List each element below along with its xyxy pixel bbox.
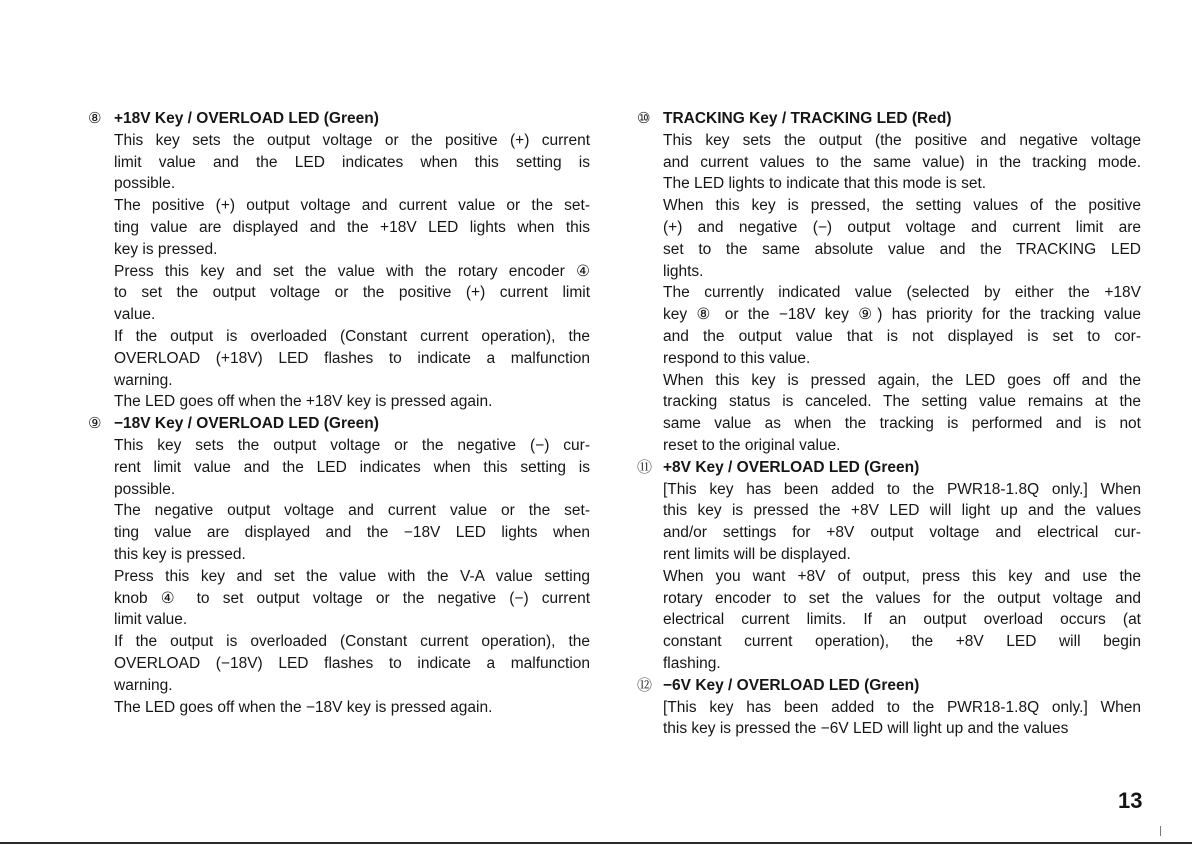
item-number-9: ⑨ — [88, 415, 102, 433]
text-line: When you want +8V of output, press this key and use the — [663, 567, 1141, 585]
paragraph — [114, 261, 590, 326]
text-line: limit value and the LED indicates when this setting is — [114, 153, 590, 171]
text-line: OVERLOAD (−18V) LED flashes to indicate a malfunction — [114, 654, 590, 672]
entry-title: +18V Key / OVERLOAD LED (Green) — [114, 110, 379, 127]
text-line: The currently indicated value (selected by either the +18V — [663, 284, 1141, 302]
item-number-12: ⑫ — [637, 676, 653, 694]
text-line: OVERLOAD (+18V) LED flashes to indicate a malfunction — [114, 349, 590, 367]
text-line: electrical current limits. If an output overload occurs (at — [663, 611, 1141, 629]
text-line: rotary encoder to set the values for the output voltage and — [663, 589, 1141, 607]
margin-tick-mark — [1160, 826, 1161, 836]
text-line: This key sets the output (the positive and negative voltage — [663, 131, 1141, 149]
left-column — [88, 108, 590, 718]
right-column — [637, 108, 1141, 740]
text-line: limit value. — [114, 611, 188, 629]
entry-tracking-key — [637, 108, 1141, 457]
text-line: knob ④ to set output voltage or the negative (−) current — [114, 589, 590, 607]
entry-title: −18V Key / OVERLOAD LED (Green) — [114, 415, 379, 433]
paragraph — [663, 370, 1141, 457]
paragraph — [114, 500, 590, 565]
text-line: and the output value that is not displayed is set to cor- — [663, 327, 1141, 345]
text-line: When this key is pressed, the setting values of the positive — [663, 197, 1141, 215]
entry-heading — [637, 675, 1141, 697]
entry-body — [637, 697, 1141, 741]
text-line: and current values to the same value) in the tracking mode. — [663, 153, 1141, 171]
text-line: possible. — [114, 480, 176, 498]
text-line: [This key has been added to the PWR18-1.8Q only.] When — [663, 480, 1141, 498]
paragraph — [114, 697, 590, 719]
entry-body — [88, 435, 590, 718]
paragraph — [663, 130, 1141, 195]
text-line: warning. — [114, 676, 173, 694]
text-line: tracking status is canceled. The setting value remains at the — [663, 393, 1141, 411]
text-line: The LED goes off when the −18V key is pressed again. — [114, 698, 493, 716]
entry-heading — [637, 108, 1141, 130]
item-number-11: ⑪ — [637, 458, 653, 476]
entry-title: TRACKING Key / TRACKING LED (Red) — [663, 110, 952, 127]
text-line: this key is pressed. — [114, 545, 246, 563]
text-line: The positive (+) output voltage and current value or the set- — [114, 197, 590, 215]
text-line: this key is pressed the +8V LED will light up and the values — [663, 502, 1141, 520]
text-line: The negative output voltage and current value or the set- — [114, 502, 590, 520]
text-line: this key is pressed the −6V LED will light up and the values — [663, 720, 1069, 738]
text-line: The LED lights to indicate that this mode is set. — [663, 175, 987, 193]
text-line: rent limits will be displayed. — [663, 545, 851, 563]
paragraph — [114, 566, 590, 631]
text-line: Press this key and set the value with the rotary encoder ④ — [114, 262, 590, 280]
text-line: When this key is pressed again, the LED goes off and the — [663, 371, 1141, 389]
paragraph — [663, 479, 1141, 566]
entry-plus-18v-key — [88, 108, 590, 413]
text-line: same value as when the tracking is performed and is not — [663, 415, 1141, 433]
text-line: flashing. — [663, 654, 721, 672]
text-line: to set the output voltage or the positive (+) current limit — [114, 284, 590, 302]
paragraph — [114, 631, 590, 696]
item-number-10: ⑩ — [637, 110, 651, 127]
entry-minus-6v-key — [637, 675, 1141, 740]
paragraph — [114, 195, 590, 260]
item-number-8: ⑧ — [88, 110, 102, 127]
text-line: lights. — [663, 262, 704, 280]
text-line: [This key has been added to the PWR18-1.8Q only.] When — [663, 698, 1141, 716]
text-line: rent limit value and the LED indicates when this setting is — [114, 458, 590, 476]
text-line: ting value are displayed and the −18V LED lights when — [114, 524, 590, 542]
paragraph — [114, 391, 590, 413]
entry-plus-8v-key — [637, 457, 1141, 675]
paragraph — [114, 326, 590, 391]
text-line: If the output is overloaded (Constant current operation), the — [114, 633, 590, 651]
entry-title: +8V Key / OVERLOAD LED (Green) — [663, 458, 920, 476]
text-line: respond to this value. — [663, 349, 811, 367]
text-line: and/or settings for +8V output voltage and electrical cur- — [663, 524, 1141, 542]
entry-heading — [88, 108, 590, 130]
bottom-rule — [0, 842, 1192, 844]
paragraph — [663, 566, 1141, 675]
text-line: constant current operation), the +8V LED will begin — [663, 633, 1141, 651]
entry-heading — [637, 457, 1141, 479]
text-line: warning. — [114, 371, 173, 389]
entry-body — [637, 479, 1141, 675]
paragraph — [114, 435, 590, 500]
paragraph — [663, 697, 1141, 741]
text-line: Press this key and set the value with the V-A value setting — [114, 567, 590, 585]
text-line: The LED goes off when the +18V key is pressed again. — [114, 393, 493, 411]
text-line: possible. — [114, 175, 176, 193]
entry-minus-18v-key — [88, 413, 590, 718]
text-line: set to the same absolute value and the TRACKING LED — [663, 240, 1141, 258]
page-number: 13 — [1118, 788, 1143, 813]
paragraph — [114, 130, 590, 195]
entry-title: −6V Key / OVERLOAD LED (Green) — [663, 676, 920, 694]
entry-body — [88, 130, 590, 413]
paragraph — [663, 282, 1141, 369]
text-line: ting value are displayed and the +18V LED lights when this — [114, 218, 590, 236]
entry-heading — [88, 413, 590, 435]
text-line: key is pressed. — [114, 240, 218, 258]
text-line: value. — [114, 306, 156, 324]
text-line: reset to the original value. — [663, 436, 841, 454]
text-line: This key sets the output voltage or the positive (+) current — [114, 131, 590, 149]
text-line: (+) and negative (−) output voltage and current limit are — [663, 218, 1141, 236]
text-line: If the output is overloaded (Constant current operation), the — [114, 327, 590, 345]
entry-body — [637, 130, 1141, 457]
paragraph — [663, 195, 1141, 282]
text-line: This key sets the output voltage or the negative (−) cur- — [114, 436, 590, 454]
text-line: key ⑧ or the −18V key ⑨) has priority for the tracking value — [663, 306, 1141, 324]
